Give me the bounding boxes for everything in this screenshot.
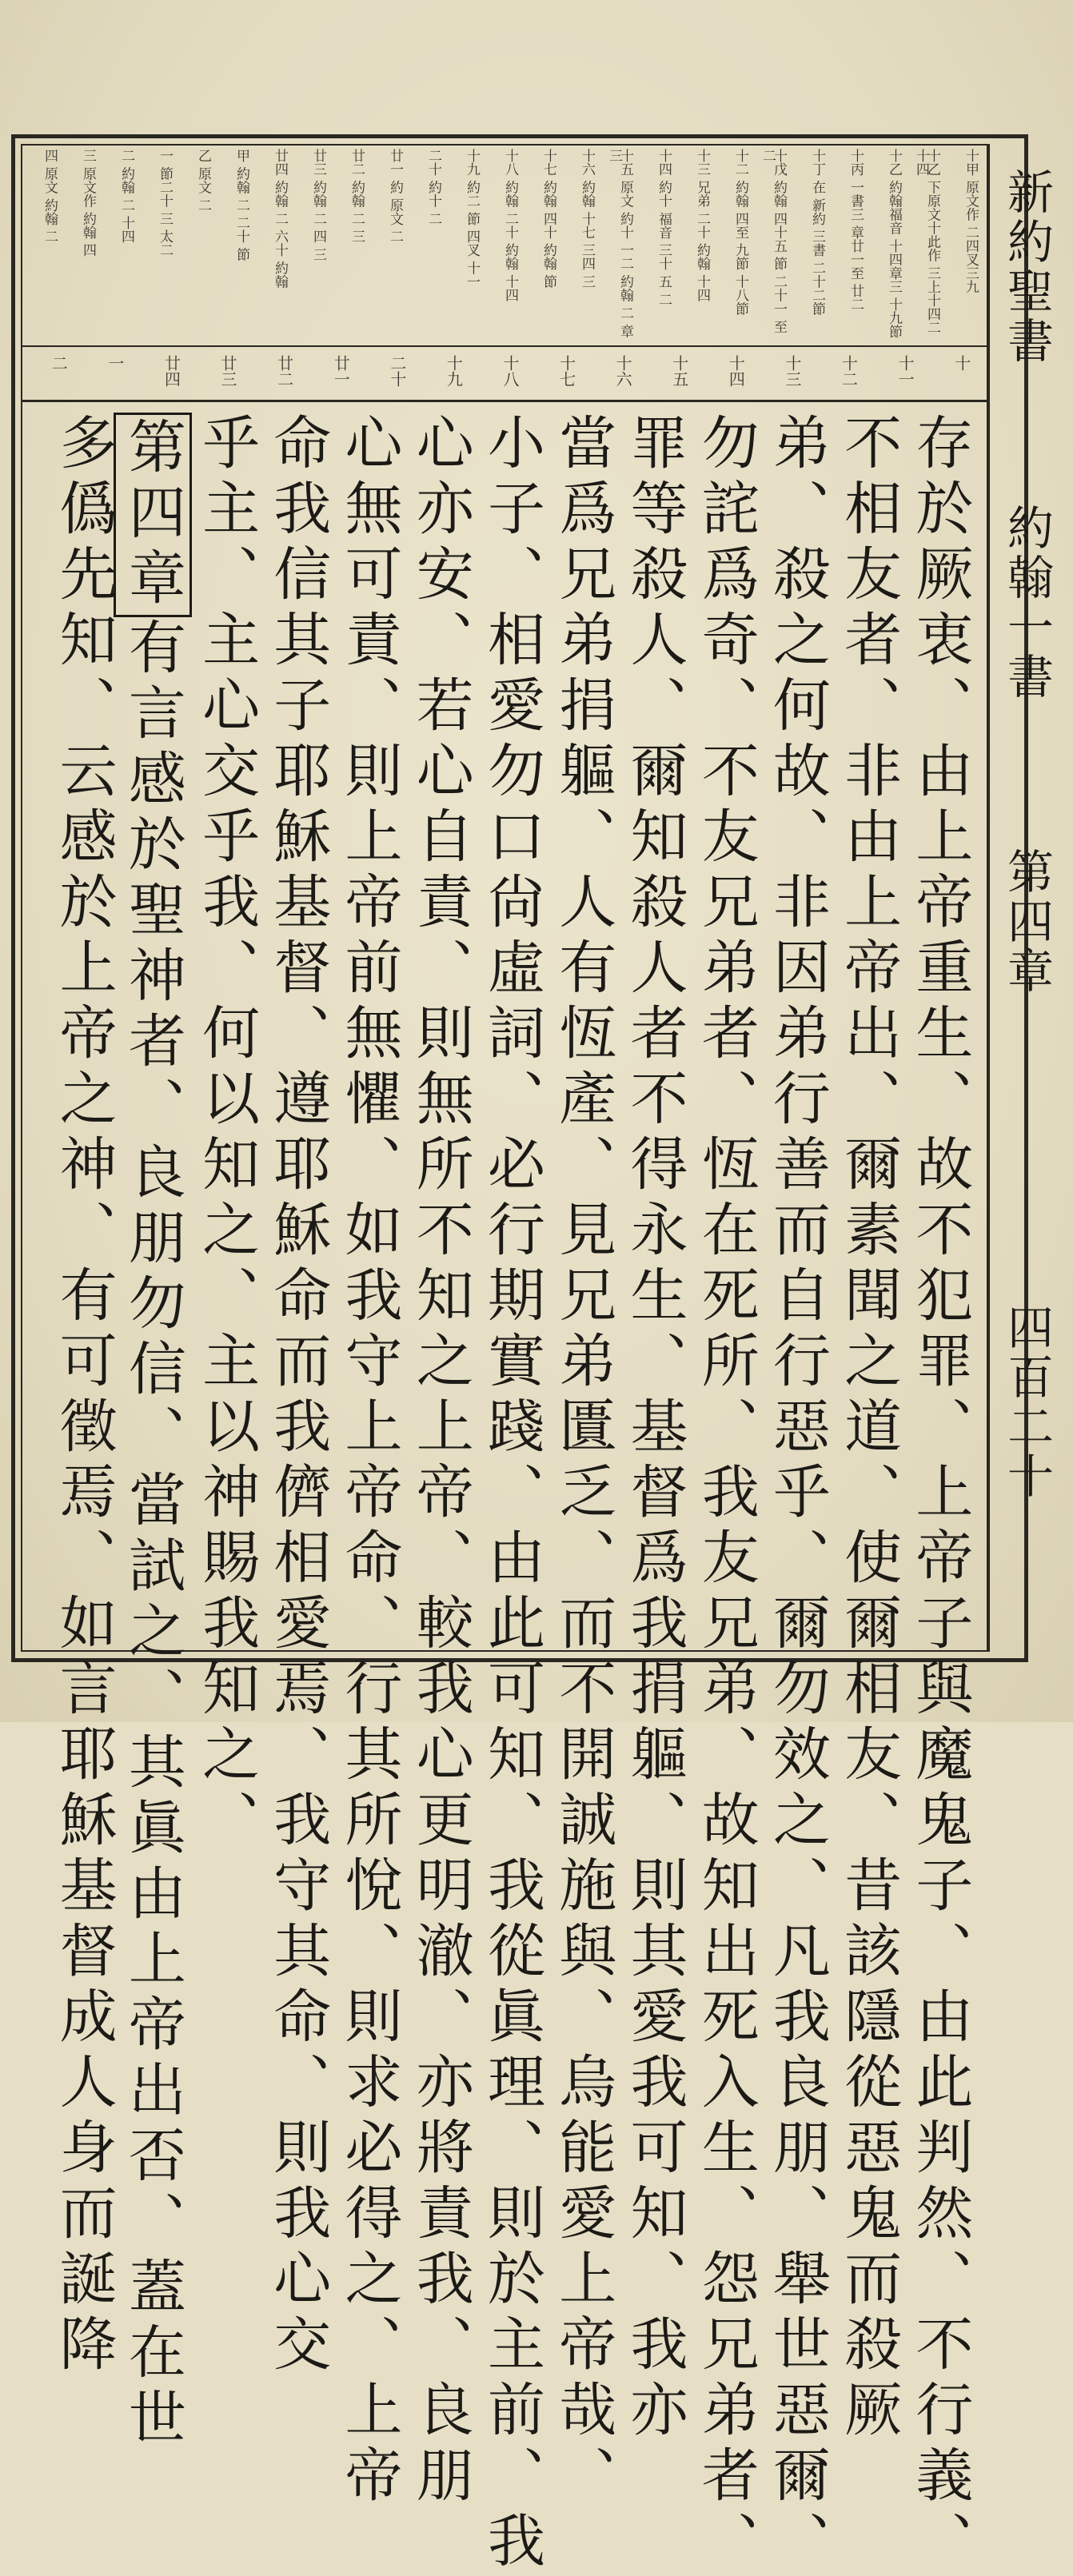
verse-number: 十五 <box>669 355 689 387</box>
verse-number: 十八 <box>501 355 520 387</box>
verse-number: 十三 <box>782 355 802 387</box>
verse-number: 十一 <box>895 355 915 387</box>
note-column: 三 原文作 約翰 四 <box>80 149 96 257</box>
text-column: 多僞先知、云感於上帝之神、有可徵焉、如言耶穌基督成人身而誕降 <box>50 413 118 2379</box>
note-column: 十三 兄弟 二十 約翰 十四 <box>694 149 710 302</box>
main-text <box>48 413 975 2576</box>
verse-number: 廿四 <box>162 355 181 387</box>
verse-number-row <box>24 352 983 398</box>
verse-number: 十四 <box>726 355 746 387</box>
note-column: 十七 約翰 四十 約翰 節 <box>540 149 556 289</box>
text-column: 乎主、主心交乎我、何以知之、主以神賜我知之、 <box>193 413 261 1855</box>
verse-number: 廿二 <box>274 355 294 387</box>
note-column: 十丁 在 新約 三書 二十二節 <box>809 149 825 316</box>
note-column: 十二 約翰 四至 九節 十八節 <box>732 149 748 316</box>
chapter-marker: 第四章 <box>114 413 192 617</box>
text-column: 小子、相愛勿口尙虛詞、必行期實踐、由此可知、我從眞理、則於主前、我 <box>478 413 545 2576</box>
note-column: 十丙 一書三 章廿一至 廿二 <box>848 149 864 312</box>
verse-number: 一 <box>105 355 125 371</box>
notes-divider <box>21 345 988 347</box>
note-column: 十乙 下原文十此作 三上十四二十四 <box>913 149 940 334</box>
note-column: 十甲 原文作 二四叉三九 <box>963 149 979 293</box>
note-column: 十戊 約翰 四十五 節 二十一 至 二 <box>760 149 787 334</box>
text-column: 弟、殺之何故、非因弟行善而自行惡乎、爾勿效之、凡我良朋、舉世惡爾、 <box>763 413 831 2576</box>
verse-number: 十九 <box>444 355 464 387</box>
running-head <box>995 168 1059 1639</box>
verse-number: 十七 <box>556 355 576 387</box>
running-head-rule <box>988 144 990 1652</box>
text-column: 勿詫爲奇、不友兄弟者、恆在死所、我友兄弟、故知出死入生、怨兄弟者、 <box>692 413 760 2576</box>
verse-number: 廿一 <box>331 355 351 387</box>
note-column: 二 約翰 二 十四 <box>118 149 134 244</box>
text-column: 心亦安、若心自責、則無所不知之上帝、較我心更明澈、亦將責我、良朋 <box>406 413 474 2510</box>
verse-number: 廿三 <box>218 355 238 387</box>
note-column: 甲 約翰 二 二十 節 <box>233 149 249 261</box>
text-column: 不相友者、非由上帝出、爾素聞之道、使爾相友、昔該隱從惡鬼而殺厥 <box>835 413 903 2445</box>
note-column: 二十 約十 二 <box>425 149 441 225</box>
verse-number: 二 <box>49 355 69 371</box>
text-column: 心無可責、則上帝前無懼、如我守上帝命、行其所悅、則求必得之、上帝 <box>335 413 403 2510</box>
note-column: 廿一 約 原文 二 <box>387 149 403 244</box>
note-column: 十四 約十 福音 三十 五 二 <box>656 149 672 307</box>
note-column: 十六 約翰 十七 三四 三 <box>579 149 595 289</box>
verse-numbers-divider <box>21 400 988 402</box>
note-column: 十乙 約翰福音 十四章三 十九節 <box>886 149 902 339</box>
note-column: 廿二 約翰 二 三 <box>349 149 365 244</box>
note-column: 一 節二十 三 太二 <box>157 149 173 257</box>
note-column: 廿三 約翰 二 四 三 <box>310 149 326 261</box>
note-column: 四 原文 約翰 二 <box>42 149 58 244</box>
book-collection-title: 新約聖書 <box>999 168 1054 366</box>
verse-number: 十 <box>951 355 971 371</box>
text-column: 當爲兄弟捐軀、人有恆產、見兄弟匱乏、而不開誠施與、烏能愛上帝哉、 <box>549 413 617 2510</box>
note-column: 十八 約翰 二十 約翰 十四 <box>502 149 518 302</box>
marginal-notes <box>24 149 983 344</box>
note-column: 十五 原文 約十 一二 約翰 二 章 三 <box>606 149 633 338</box>
book-title: 約翰一書 <box>999 504 1054 702</box>
text-column: 第四章有言感於聖神者、良朋勿信、當試之、其眞由上帝出否、蓋在世 <box>118 413 192 1636</box>
verse-number: 十六 <box>613 355 633 387</box>
chapter-heading: 第四章 <box>999 847 1054 996</box>
verse-number: 十二 <box>839 355 859 387</box>
text-column: 存於厥衷、由上帝重生、故不犯罪、上帝子與魔鬼子、由此判然、不行義、 <box>906 413 974 2576</box>
text-column: 命我信其子耶穌基督、遵耶穌命而我儕相愛焉、我守其命、則我心交 <box>264 413 332 2379</box>
page-number: 四百二十 <box>999 1303 1054 1501</box>
note-column: 廿四 約翰 二 六十 約翰 <box>272 149 288 289</box>
note-column: 乙 原文 二 <box>195 149 211 212</box>
verse-number: 二十 <box>387 355 407 387</box>
text-column: 罪等殺人、爾知殺人者不得永生、基督爲我捐軀、則其愛我可知、我亦 <box>620 413 688 2445</box>
note-column: 十九 約二 節 四叉 十一 <box>464 149 480 289</box>
